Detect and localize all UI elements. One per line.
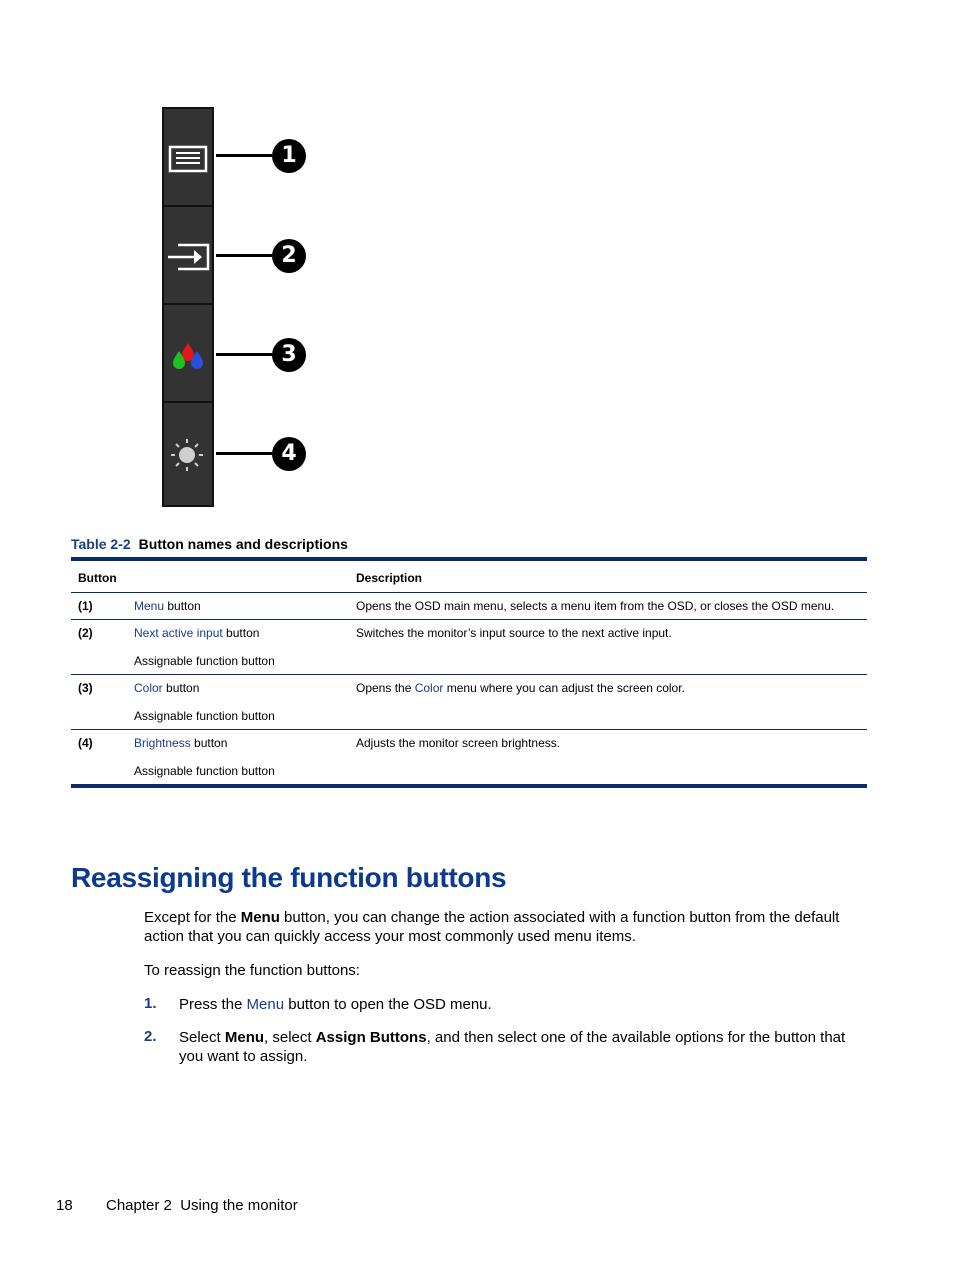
row-button-name — [127, 620, 349, 675]
assignable-note: Assignable function button — [134, 654, 275, 668]
color-button-graphic — [164, 305, 212, 401]
brightness-icon — [164, 403, 212, 503]
table-caption — [71, 536, 348, 552]
row-number: (1) — [78, 599, 93, 613]
row-number: (2) — [78, 626, 93, 640]
callout-leader-3 — [216, 353, 272, 356]
menu-ui-label: Menu — [240, 909, 280, 926]
menu-link[interactable]: Menu — [246, 996, 285, 1013]
callout-leader-2 — [216, 254, 272, 257]
row-button-name — [127, 730, 349, 787]
row-number: (3) — [78, 681, 93, 695]
step-text: button to open the OSD menu. — [284, 996, 492, 1013]
intro-text: Except for the — [144, 909, 241, 926]
color-link[interactable]: Color — [134, 681, 163, 695]
row-description — [349, 675, 867, 730]
step-text: Select — [179, 1029, 225, 1046]
brightness-button-graphic — [164, 403, 212, 505]
desc-text: Opens the — [356, 681, 415, 695]
table-row — [71, 620, 867, 675]
header-button: Button — [78, 571, 117, 585]
step-text: , and then select one of the available options for the button that you want to assign. — [179, 1029, 846, 1065]
input-icon — [164, 207, 212, 303]
color-menu-link[interactable]: Color — [414, 681, 444, 695]
menu-ui-label: Menu — [224, 1029, 265, 1046]
table-number: Table 2-2 — [71, 536, 131, 552]
step-2-text — [179, 1028, 869, 1066]
button-suffix: button — [162, 681, 200, 695]
assignable-note: Assignable function button — [134, 764, 275, 778]
desc-text: menu where you can adjust the screen color. — [443, 681, 685, 695]
table-title: Button names and descriptions — [138, 536, 348, 552]
row-description: Opens the OSD main menu, selects a menu item from the OSD, or closes the OSD menu. — [356, 599, 835, 613]
callout-1: 1 — [272, 139, 306, 173]
page-number: 18 — [56, 1197, 73, 1214]
menu-icon — [164, 109, 212, 205]
step-2-number: 2. — [144, 1028, 157, 1045]
button-suffix: button — [190, 736, 228, 750]
brightness-link[interactable]: Brightness — [134, 736, 191, 750]
menu-button-graphic — [164, 109, 212, 205]
chapter-title: Chapter 2 Using the monitor — [106, 1197, 298, 1214]
row-description: Adjusts the monitor screen brightness. — [356, 736, 561, 750]
callout-4: 4 — [272, 437, 306, 471]
color-drops-icon — [164, 305, 212, 401]
section-heading: Reassigning the function buttons — [71, 862, 507, 893]
row-button-name — [127, 675, 349, 730]
table-row — [71, 730, 867, 787]
button-table — [71, 557, 867, 788]
next-active-input-link[interactable]: Next active input — [134, 626, 223, 640]
osd-button-strip — [162, 107, 214, 507]
row-number: (4) — [78, 736, 93, 750]
callout-leader-1 — [216, 154, 272, 157]
header-description: Description — [356, 571, 423, 585]
menu-link[interactable]: Menu — [134, 599, 165, 613]
step-text: Press the — [179, 996, 247, 1013]
assignable-note: Assignable function button — [134, 709, 275, 723]
step-1-text — [179, 995, 869, 1014]
table-row — [71, 675, 867, 730]
callout-3: 3 — [272, 338, 306, 372]
intro-paragraph — [144, 908, 864, 946]
step-1-number: 1. — [144, 995, 157, 1012]
lead-paragraph: To reassign the function buttons: — [144, 962, 360, 979]
intro-text: button, you can change the action associated with a function button from the default action that you can quickly access your most commonly used menu items. — [144, 909, 840, 945]
button-suffix: button — [164, 599, 201, 613]
input-button-graphic — [164, 207, 212, 303]
callout-leader-4 — [216, 452, 272, 455]
table-row — [71, 593, 867, 620]
row-description: Switches the monitor’s input source to the next active input. — [356, 626, 672, 640]
row-button-name — [127, 593, 349, 620]
assign-buttons-ui-label: Assign Buttons — [315, 1029, 427, 1046]
table-header-row — [71, 559, 867, 593]
step-text: , select — [264, 1029, 316, 1046]
callout-2: 2 — [272, 239, 306, 273]
button-suffix: button — [222, 626, 260, 640]
